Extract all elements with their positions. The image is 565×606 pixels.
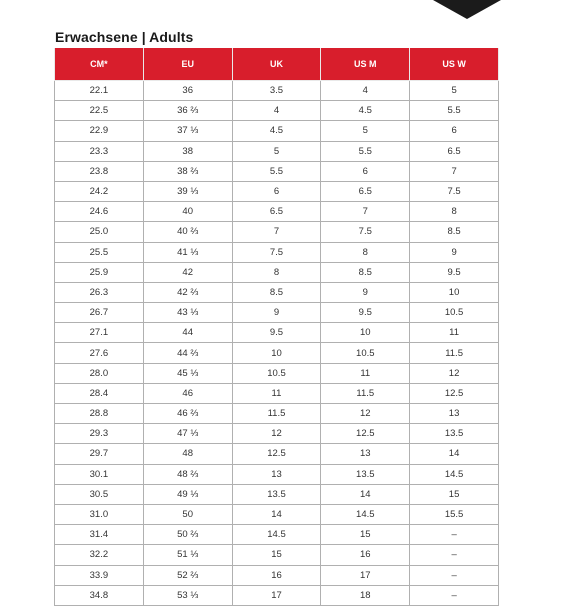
cell-cm: 30.1 bbox=[55, 464, 144, 484]
cell-uk: 17 bbox=[232, 585, 321, 605]
cell-cm: 22.1 bbox=[55, 81, 144, 101]
cell-uk: 12.5 bbox=[232, 444, 321, 464]
cell-eu: 52 ⅔ bbox=[143, 565, 232, 585]
cell-cm: 31.4 bbox=[55, 525, 144, 545]
cell-us-w: 10.5 bbox=[410, 303, 499, 323]
cell-uk: 16 bbox=[232, 565, 321, 585]
column-header-us-w: US W bbox=[410, 48, 499, 81]
table-row bbox=[55, 404, 499, 424]
cell-us-w: 12.5 bbox=[410, 383, 499, 403]
cell-us-m: 5.5 bbox=[321, 141, 410, 161]
cell-uk: 10.5 bbox=[232, 363, 321, 383]
cell-uk: 7 bbox=[232, 222, 321, 242]
cell-us-m: 7.5 bbox=[321, 222, 410, 242]
cell-cm: 26.7 bbox=[55, 303, 144, 323]
cell-uk: 14 bbox=[232, 504, 321, 524]
cell-us-m: 14.5 bbox=[321, 504, 410, 524]
cell-uk: 13.5 bbox=[232, 484, 321, 504]
cell-us-w: 13.5 bbox=[410, 424, 499, 444]
cell-eu: 40 bbox=[143, 202, 232, 222]
table-row bbox=[55, 363, 499, 383]
cell-eu: 42 ⅔ bbox=[143, 282, 232, 302]
table-row bbox=[55, 222, 499, 242]
cell-us-m: 5 bbox=[321, 121, 410, 141]
column-header-eu: EU bbox=[143, 48, 232, 81]
page-title: Erwachsene | Adults bbox=[55, 29, 194, 45]
cell-eu: 37 ⅓ bbox=[143, 121, 232, 141]
cell-eu: 48 ⅔ bbox=[143, 464, 232, 484]
cell-cm: 30.5 bbox=[55, 484, 144, 504]
cell-eu: 53 ⅓ bbox=[143, 585, 232, 605]
table-body bbox=[55, 81, 499, 606]
cell-us-m: 4 bbox=[321, 81, 410, 101]
cell-uk: 10 bbox=[232, 343, 321, 363]
cell-eu: 46 bbox=[143, 383, 232, 403]
cell-cm: 28.8 bbox=[55, 404, 144, 424]
cell-us-m: 11.5 bbox=[321, 383, 410, 403]
cell-us-w: 14.5 bbox=[410, 464, 499, 484]
cell-us-w: 8.5 bbox=[410, 222, 499, 242]
cell-us-w: 11.5 bbox=[410, 343, 499, 363]
cell-eu: 44 bbox=[143, 323, 232, 343]
cell-uk: 4 bbox=[232, 101, 321, 121]
column-header-uk: UK bbox=[232, 48, 321, 81]
cell-uk: 11.5 bbox=[232, 404, 321, 424]
cell-uk: 9.5 bbox=[232, 323, 321, 343]
cell-eu: 36 ⅔ bbox=[143, 101, 232, 121]
cell-eu: 49 ⅓ bbox=[143, 484, 232, 504]
cell-uk: 9 bbox=[232, 303, 321, 323]
cell-us-m: 9 bbox=[321, 282, 410, 302]
table-row bbox=[55, 181, 499, 201]
table-row bbox=[55, 202, 499, 222]
cell-us-w: 7.5 bbox=[410, 181, 499, 201]
cell-us-w: 11 bbox=[410, 323, 499, 343]
cell-uk: 5.5 bbox=[232, 161, 321, 181]
table-row bbox=[55, 242, 499, 262]
table-row bbox=[55, 343, 499, 363]
table-row bbox=[55, 424, 499, 444]
table-row bbox=[55, 101, 499, 121]
cell-uk: 6 bbox=[232, 181, 321, 201]
cell-uk: 12 bbox=[232, 424, 321, 444]
cell-cm: 23.3 bbox=[55, 141, 144, 161]
cell-us-w: 10 bbox=[410, 282, 499, 302]
cell-cm: 25.0 bbox=[55, 222, 144, 242]
cell-us-m: 6.5 bbox=[321, 181, 410, 201]
cell-uk: 11 bbox=[232, 383, 321, 403]
cell-us-w: 6 bbox=[410, 121, 499, 141]
table-row bbox=[55, 545, 499, 565]
cell-eu: 42 bbox=[143, 262, 232, 282]
cell-cm: 25.5 bbox=[55, 242, 144, 262]
cell-us-w: 7 bbox=[410, 161, 499, 181]
cell-eu: 47 ⅓ bbox=[143, 424, 232, 444]
decorative-corner-shape bbox=[433, 0, 501, 19]
cell-eu: 51 ⅓ bbox=[143, 545, 232, 565]
cell-uk: 5 bbox=[232, 141, 321, 161]
table-row bbox=[55, 525, 499, 545]
cell-cm: 22.5 bbox=[55, 101, 144, 121]
cell-us-m: 8.5 bbox=[321, 262, 410, 282]
table-header-row bbox=[55, 48, 499, 81]
table-row bbox=[55, 81, 499, 101]
table-row bbox=[55, 504, 499, 524]
cell-us-m: 10 bbox=[321, 323, 410, 343]
cell-uk: 3.5 bbox=[232, 81, 321, 101]
cell-us-w: 14 bbox=[410, 444, 499, 464]
cell-uk: 15 bbox=[232, 545, 321, 565]
cell-us-m: 11 bbox=[321, 363, 410, 383]
cell-us-w: 5 bbox=[410, 81, 499, 101]
table-row bbox=[55, 282, 499, 302]
cell-us-w: 15 bbox=[410, 484, 499, 504]
cell-eu: 50 ⅔ bbox=[143, 525, 232, 545]
cell-us-m: 9.5 bbox=[321, 303, 410, 323]
cell-uk: 8 bbox=[232, 262, 321, 282]
cell-us-w: 13 bbox=[410, 404, 499, 424]
cell-us-m: 10.5 bbox=[321, 343, 410, 363]
cell-us-w: – bbox=[410, 525, 499, 545]
cell-uk: 7.5 bbox=[232, 242, 321, 262]
cell-us-w: 5.5 bbox=[410, 101, 499, 121]
cell-us-w: 15.5 bbox=[410, 504, 499, 524]
table-row bbox=[55, 262, 499, 282]
cell-us-m: 4.5 bbox=[321, 101, 410, 121]
column-header-cm: CM* bbox=[55, 48, 144, 81]
cell-cm: 26.3 bbox=[55, 282, 144, 302]
table-row bbox=[55, 383, 499, 403]
cell-cm: 29.7 bbox=[55, 444, 144, 464]
cell-us-m: 12.5 bbox=[321, 424, 410, 444]
cell-eu: 46 ⅔ bbox=[143, 404, 232, 424]
table-row bbox=[55, 303, 499, 323]
cell-us-w: 9 bbox=[410, 242, 499, 262]
cell-eu: 45 ⅓ bbox=[143, 363, 232, 383]
table-row bbox=[55, 444, 499, 464]
cell-us-w: 8 bbox=[410, 202, 499, 222]
table-row bbox=[55, 464, 499, 484]
cell-cm: 28.4 bbox=[55, 383, 144, 403]
cell-us-m: 6 bbox=[321, 161, 410, 181]
cell-us-w: – bbox=[410, 585, 499, 605]
cell-cm: 28.0 bbox=[55, 363, 144, 383]
cell-us-m: 18 bbox=[321, 585, 410, 605]
table-row bbox=[55, 121, 499, 141]
cell-cm: 24.6 bbox=[55, 202, 144, 222]
cell-us-m: 13 bbox=[321, 444, 410, 464]
cell-us-w: – bbox=[410, 565, 499, 585]
table-row bbox=[55, 141, 499, 161]
table-row bbox=[55, 565, 499, 585]
cell-cm: 33.9 bbox=[55, 565, 144, 585]
cell-us-m: 7 bbox=[321, 202, 410, 222]
cell-uk: 4.5 bbox=[232, 121, 321, 141]
cell-eu: 43 ⅓ bbox=[143, 303, 232, 323]
cell-cm: 32.2 bbox=[55, 545, 144, 565]
size-chart-table bbox=[54, 48, 499, 606]
cell-cm: 24.2 bbox=[55, 181, 144, 201]
cell-eu: 36 bbox=[143, 81, 232, 101]
table-row bbox=[55, 585, 499, 605]
cell-cm: 31.0 bbox=[55, 504, 144, 524]
cell-cm: 25.9 bbox=[55, 262, 144, 282]
cell-us-m: 16 bbox=[321, 545, 410, 565]
cell-cm: 22.9 bbox=[55, 121, 144, 141]
cell-us-m: 15 bbox=[321, 525, 410, 545]
cell-us-m: 12 bbox=[321, 404, 410, 424]
cell-eu: 44 ⅔ bbox=[143, 343, 232, 363]
table-row bbox=[55, 161, 499, 181]
cell-us-w: 9.5 bbox=[410, 262, 499, 282]
cell-us-m: 13.5 bbox=[321, 464, 410, 484]
cell-cm: 27.6 bbox=[55, 343, 144, 363]
cell-uk: 8.5 bbox=[232, 282, 321, 302]
cell-cm: 29.3 bbox=[55, 424, 144, 444]
table-row bbox=[55, 323, 499, 343]
cell-uk: 14.5 bbox=[232, 525, 321, 545]
cell-eu: 40 ⅔ bbox=[143, 222, 232, 242]
table-row bbox=[55, 484, 499, 504]
cell-eu: 38 bbox=[143, 141, 232, 161]
cell-eu: 39 ⅓ bbox=[143, 181, 232, 201]
cell-eu: 41 ⅓ bbox=[143, 242, 232, 262]
cell-cm: 34.8 bbox=[55, 585, 144, 605]
cell-us-w: – bbox=[410, 545, 499, 565]
cell-uk: 13 bbox=[232, 464, 321, 484]
cell-cm: 27.1 bbox=[55, 323, 144, 343]
cell-us-m: 8 bbox=[321, 242, 410, 262]
cell-us-w: 12 bbox=[410, 363, 499, 383]
cell-us-w: 6.5 bbox=[410, 141, 499, 161]
cell-uk: 6.5 bbox=[232, 202, 321, 222]
cell-eu: 50 bbox=[143, 504, 232, 524]
cell-us-m: 14 bbox=[321, 484, 410, 504]
column-header-us-m: US M bbox=[321, 48, 410, 81]
cell-eu: 48 bbox=[143, 444, 232, 464]
cell-cm: 23.8 bbox=[55, 161, 144, 181]
cell-eu: 38 ⅔ bbox=[143, 161, 232, 181]
cell-us-m: 17 bbox=[321, 565, 410, 585]
